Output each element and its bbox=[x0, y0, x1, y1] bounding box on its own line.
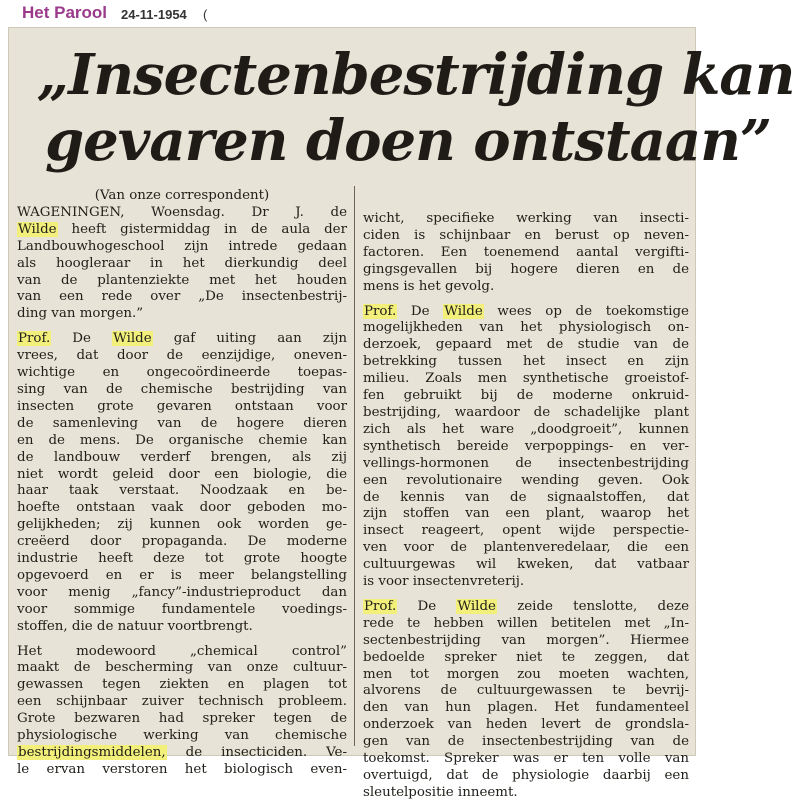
text-line: haar taak verstaat. Noodzaak en be- bbox=[17, 483, 347, 499]
text-line: mens is het gevolg. bbox=[363, 278, 495, 294]
text-line: factoren. Een toenemend aantal vergifti- bbox=[363, 244, 689, 260]
highlighted-term: Prof. bbox=[18, 331, 51, 347]
article-column-1 bbox=[17, 188, 347, 779]
headline-line-1: „Insectenbestrijding kan bbox=[37, 42, 794, 108]
text-line: Prof. De Wilde zeide tenslotte, deze bbox=[364, 598, 689, 614]
text-line: ciden is schijnbaar en berust op neven- bbox=[363, 227, 689, 243]
highlighted-term: bestrijdingsmiddelen, bbox=[18, 745, 166, 760]
text-line: van een rede over „De insectenbestrij- bbox=[17, 289, 347, 305]
text-line: wichtige en ongecoördineerde toepas- bbox=[17, 365, 347, 381]
text-line: physiologische werking van chemische bbox=[17, 728, 347, 744]
text-line: de landbouw verderf brengen, als zij bbox=[17, 449, 347, 465]
text-line: bedoelde spreker niet te zeggen, dat bbox=[363, 649, 689, 665]
text-line: milieu. Zoals men synthetische groeistof- bbox=[363, 371, 689, 387]
text-line: hoefte ontstaan vaak door geboden mo- bbox=[17, 500, 347, 516]
text-line: ven voor de plantenveredelaar, die een bbox=[363, 540, 689, 556]
text-line: men tot morgen zou moeten wachten, bbox=[363, 666, 689, 682]
text-line: bestrijding, waardoor de schadelijke plant bbox=[363, 404, 689, 420]
publication-date: 24-11-1954 bbox=[121, 7, 187, 22]
text-line: Grote bezwaren had spreker tegen de bbox=[17, 711, 347, 727]
headline-line-2: gevaren doen ontstaan” bbox=[45, 108, 772, 174]
header-paren: ( bbox=[203, 7, 208, 22]
text-line: gewassen tegen ziekten en plagen tot bbox=[17, 677, 347, 693]
newspaper-clipping bbox=[8, 27, 794, 800]
text-line: fen gebruikt bij de moderne onkruid- bbox=[363, 388, 689, 404]
text-line: vellings-hormonen de insectenbestrijding bbox=[363, 455, 689, 471]
text-line: insecten grote gevaren ontstaan voor bbox=[17, 398, 347, 414]
highlighted-term: Prof. bbox=[364, 598, 397, 614]
paragraph-gap bbox=[17, 636, 347, 644]
text-line: Het modewoord „chemical control” bbox=[17, 643, 347, 659]
text-line: cultuurgewas wil kweken, dat vatbaar bbox=[363, 557, 689, 573]
text-line: insect reageert, opent wijde perspectie- bbox=[363, 523, 689, 539]
highlighted-term: Wilde bbox=[444, 303, 483, 319]
text-line: zich als het ware „doodgroeit”, kunnen bbox=[363, 421, 689, 437]
text-line: Prof. De Wilde gaf uiting aan zijn bbox=[18, 331, 347, 347]
text-line: als hoogleraar in het dierkundig deel bbox=[17, 255, 347, 271]
text-line: toekomst. Spreker was er ten volle van bbox=[363, 751, 689, 767]
text-line: wicht, specifieke werking van insecti- bbox=[363, 211, 689, 226]
highlighted-term: Prof. bbox=[364, 303, 397, 319]
text-line: Wilde heeft gistermiddag in de aula der bbox=[18, 221, 347, 237]
text-line: creëerd door propaganda. De moderne bbox=[17, 534, 347, 550]
text-line: derzoek, gepaard met de studie van de bbox=[363, 337, 689, 353]
text-line: een revolutionaire wending geven. Ook bbox=[363, 472, 689, 488]
text-line: rede te hebben willen betitelen met „In- bbox=[363, 615, 689, 631]
text-line: opgevoerd en er is meer belangstelling bbox=[17, 567, 347, 583]
text-line: vrees, dat door de eenzijdige, oneven- bbox=[17, 348, 347, 364]
highlighted-term: Wilde bbox=[113, 331, 152, 347]
highlighted-term: Wilde bbox=[18, 221, 57, 237]
text-line: van de plantenziekte met het houden bbox=[17, 272, 347, 288]
text-line: betrekking tussen het insect en zijn bbox=[363, 354, 689, 370]
text-line: niet wordt geleid door een biologie, die bbox=[17, 466, 347, 482]
text-line: onderzoek van heden levert de grondsla- bbox=[363, 717, 689, 733]
text-line: gingsgevallen bij hogere dieren en de bbox=[363, 261, 689, 277]
paragraph-gap bbox=[17, 323, 347, 331]
text-line: mogelijkheden van het physiologisch on- bbox=[363, 320, 689, 336]
paragraph-gap bbox=[363, 296, 689, 304]
text-line: een schijnbaar zuiver technisch probleem. bbox=[17, 694, 347, 710]
text-line: sleutelpositie inneemt. bbox=[363, 784, 518, 800]
text-line: Prof. De Wilde wees op de toekomstige bbox=[364, 303, 689, 319]
highlighted-term: Wilde bbox=[457, 598, 496, 614]
text-line: maakt de bescherming van onze cultuur- bbox=[17, 660, 347, 676]
text-line: Landbouwhogeschool zijn intrede gedaan bbox=[17, 238, 347, 254]
text-line: overtuigd, dat de physiologie daarbij een bbox=[363, 768, 689, 783]
text-line: bestrijdingsmiddelen, de insecticiden. Ve- bbox=[18, 745, 347, 760]
text-line: den van hun plagen. Het fundamenteel bbox=[363, 700, 689, 716]
text-line: voor menig „fancy”-industrieproduct dan bbox=[17, 584, 347, 600]
newspaper-name: Het Parool bbox=[22, 3, 108, 22]
text-line: gelijkheden; zij kunnen ook worden ge- bbox=[17, 517, 347, 533]
text-line: zijn stoffen van een plant, waarop het bbox=[363, 506, 689, 522]
text-line: gen van de insectenbestrijding van de bbox=[363, 734, 689, 750]
text-line: synthetisch bereide verpoppings- en ver- bbox=[363, 438, 689, 454]
text-line: (Van onze correspondent) bbox=[94, 188, 270, 203]
text-line: ding van morgen.” bbox=[17, 306, 144, 322]
text-line: de samenleving van de hogere dieren bbox=[17, 415, 347, 431]
text-line: alvorens de cultuurgewassen te bevrij- bbox=[363, 683, 689, 699]
text-line: stoffen, die de natuur voortbrengt. bbox=[17, 618, 253, 634]
text-line: de kennis van de signaalstoffen, dat bbox=[363, 489, 689, 505]
text-line: WAGENINGEN, Woensdag. Dr J. de bbox=[17, 204, 347, 220]
text-line: sectenbestrijding van morgen”. Hiermee bbox=[363, 632, 689, 648]
text-line: en de mens. De organische chemie kan bbox=[17, 432, 347, 448]
source-header bbox=[0, 0, 700, 30]
text-line: le ervan verstoren het biologisch even- bbox=[17, 761, 347, 777]
text-line: sing van de chemische bestrijding van bbox=[17, 381, 347, 397]
paragraph-gap bbox=[363, 591, 689, 599]
text-line: industrie heeft deze tot grote hoogte bbox=[17, 551, 347, 567]
column-divider bbox=[354, 186, 355, 746]
article-column-2 bbox=[363, 211, 689, 802]
text-line: is voor insectenvreterij. bbox=[363, 574, 525, 590]
text-line: voor sommige fundamentele voedings- bbox=[17, 601, 347, 617]
